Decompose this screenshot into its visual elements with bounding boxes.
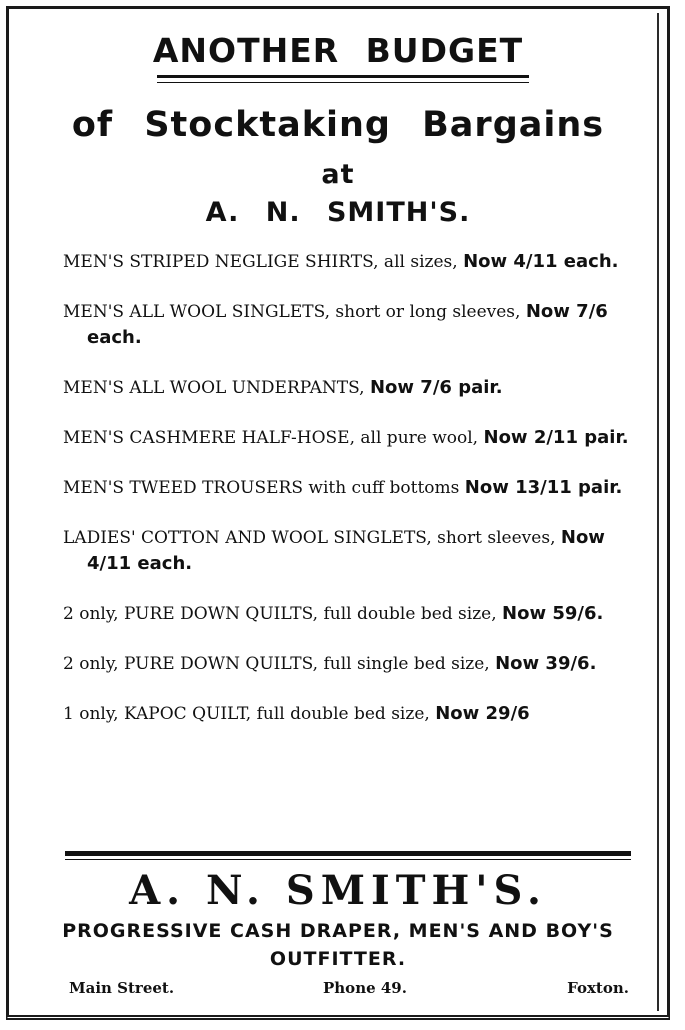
item-price: Now 2/11 pair. xyxy=(483,427,629,448)
item-description: 2 only, PURE DOWN QUILTS, full single bed size, xyxy=(63,654,496,674)
advertisement-frame xyxy=(6,6,670,1020)
shop-tagline: PROGRESSIVE CASH DRAPER, MEN'S AND BOY'S xyxy=(62,920,614,942)
item-price: Now 39/6. xyxy=(495,653,597,674)
item-price: Now 7/6 each. xyxy=(87,301,608,348)
item-description: 2 only, PURE DOWN QUILTS, full double bed size, xyxy=(63,604,503,624)
item-description: LADIES' COTTON AND WOOL SINGLETS, short sleeves, xyxy=(63,528,561,548)
item-price: Now 4/11 each. xyxy=(463,251,619,272)
item-description: MEN'S ALL WOOL UNDERPANTS, xyxy=(63,378,370,398)
item-price: Now 29/6 xyxy=(435,703,530,724)
town: Foxton. xyxy=(567,979,629,997)
list-item xyxy=(63,651,633,677)
list-item xyxy=(63,475,633,501)
item-description: MEN'S CASHMERE HALF-HOSE, all pure wool, xyxy=(63,428,484,448)
list-item xyxy=(63,375,633,401)
list-item xyxy=(63,601,633,627)
item-price: Now 4/11 each. xyxy=(87,527,605,574)
item-price: Now 59/6. xyxy=(502,603,604,624)
headline-rule xyxy=(157,75,529,78)
address: Main Street. xyxy=(69,979,175,997)
headline-title: ANOTHER BUDGET xyxy=(152,31,524,70)
list-item xyxy=(63,701,633,727)
item-price: Now 13/11 pair. xyxy=(464,477,623,498)
item-description: 1 only, KAPOC QUILT, full double bed size, xyxy=(63,704,436,724)
headline-at: at xyxy=(321,159,355,190)
list-item xyxy=(63,425,633,451)
footer-separator xyxy=(65,851,631,856)
item-description: MEN'S STRIPED NEGLIGE SHIRTS, all sizes, xyxy=(63,252,464,272)
list-item xyxy=(63,249,633,275)
headline-subtitle: of Stocktaking Bargains xyxy=(71,105,605,145)
item-description: MEN'S ALL WOOL SINGLETS, short or long sleeves, xyxy=(63,302,526,322)
bargain-list xyxy=(63,249,633,751)
shop-name: A. N. SMITH'S. xyxy=(129,867,547,914)
headline-shop-name: A. N. SMITH'S. xyxy=(205,197,471,228)
phone: Phone 49. xyxy=(323,979,407,997)
footer-separator-thin xyxy=(65,859,631,860)
headline-rule-thin xyxy=(157,82,529,83)
list-item xyxy=(63,299,633,351)
item-description: MEN'S TWEED TROUSERS with cuff bottoms xyxy=(63,478,465,498)
list-item xyxy=(63,525,633,577)
item-price: Now 7/6 pair. xyxy=(369,377,503,398)
shop-tagline-2: OUTFITTER. xyxy=(269,948,407,970)
